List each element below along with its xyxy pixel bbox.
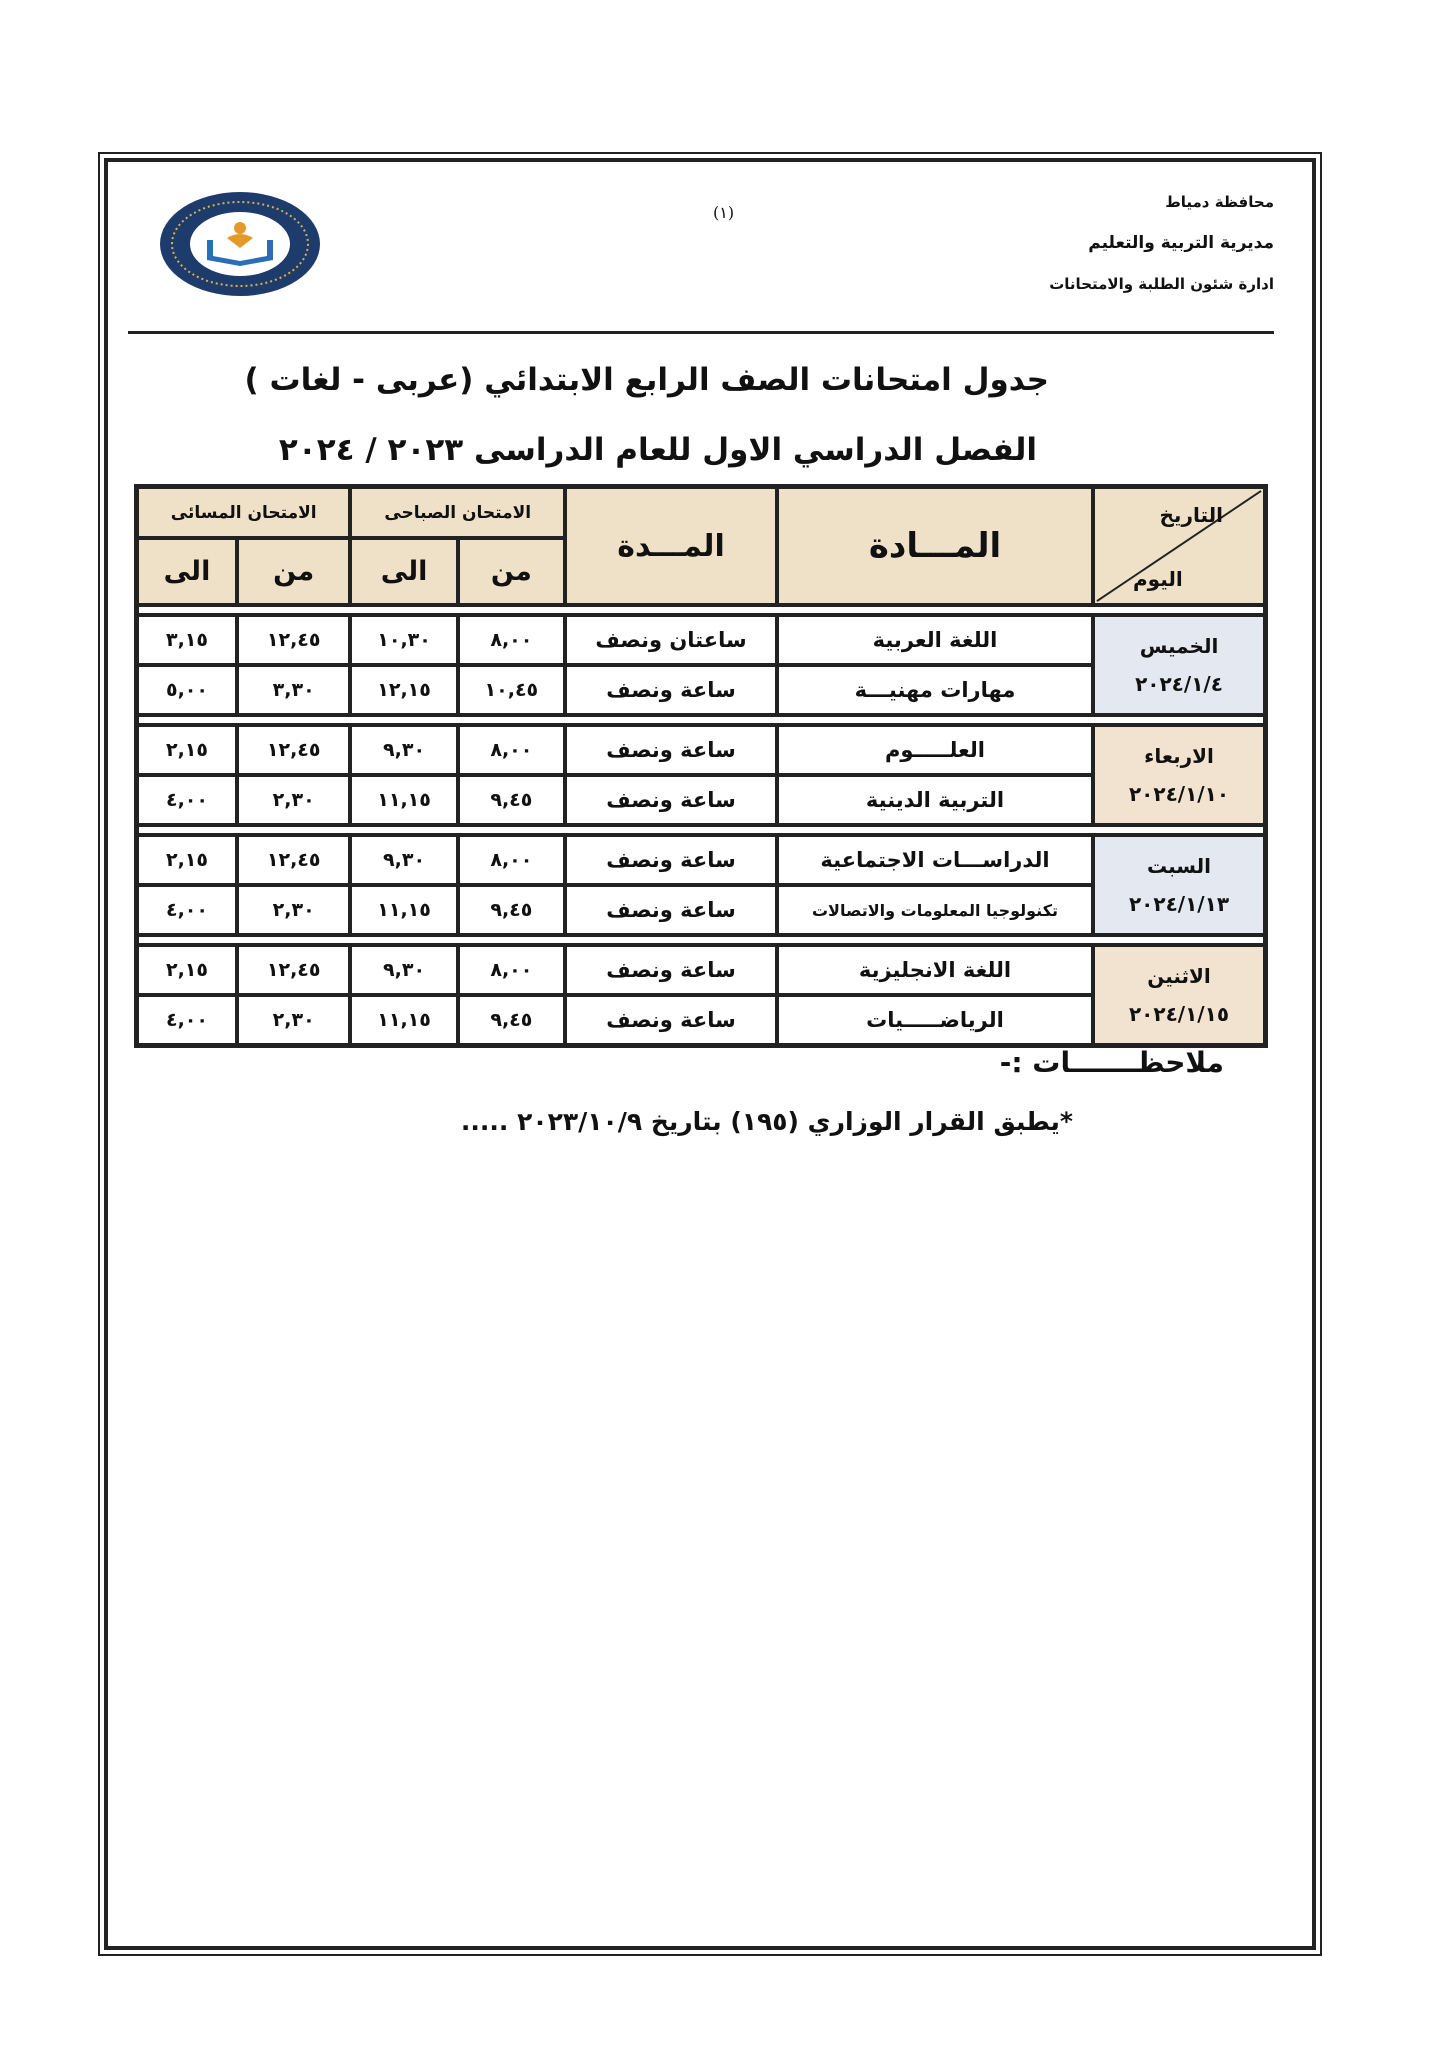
morning-to-cell: ١٢,١٥ <box>350 665 457 715</box>
notes-text: *يطبق القرار الوزاري (١٩٥) بتاريخ ٢٠٢٣/١٠/٩ ..... <box>460 1107 1073 1136</box>
duration-cell: ساعة ونصف <box>565 835 777 885</box>
letterhead <box>1049 193 1274 315</box>
evening-to-cell: ٥,٠٠ <box>137 665 237 715</box>
page-subtitle: الفصل الدراسي الاول للعام الدراسى ٢٠٢٣ / ٢٠٢٤ <box>278 432 1037 468</box>
day-cell <box>1093 615 1265 715</box>
header-evening-from: من <box>237 538 350 605</box>
governorate-label: محافظة دمياط <box>1165 193 1274 211</box>
morning-to-cell: ٩,٣٠ <box>350 835 457 885</box>
subject-cell: تكنولوجيا المعلومات والاتصالات <box>777 885 1093 935</box>
duration-cell: ساعة ونصف <box>565 775 777 825</box>
department-label: ادارة شئون الطلبة والامتحانات <box>1049 275 1274 293</box>
header-subject: المـــادة <box>777 487 1093 605</box>
subject-cell: الرياضـــــيات <box>777 995 1093 1045</box>
table-row <box>137 945 1265 995</box>
evening-to-cell: ٤,٠٠ <box>137 995 237 1045</box>
header-duration: المـــدة <box>565 487 777 605</box>
day-date: ٢٠٢٤/١/٤ <box>1135 672 1223 696</box>
table-row <box>137 835 1265 885</box>
evening-from-cell: ٢,٣٠ <box>237 885 350 935</box>
day-date: ٢٠٢٤/١/١٠ <box>1128 782 1230 806</box>
morning-from-cell: ٨,٠٠ <box>458 725 565 775</box>
morning-to-cell: ٩,٣٠ <box>350 945 457 995</box>
day-name: الاثنين <box>1147 964 1211 988</box>
exam-schedule-table <box>134 484 1268 1048</box>
day-cell <box>1093 945 1265 1045</box>
morning-to-cell: ١١,١٥ <box>350 885 457 935</box>
day-name: السبت <box>1146 854 1212 878</box>
notes-label: ملاحظـــــــات :- <box>999 1046 1224 1079</box>
duration-cell: ساعتان ونصف <box>565 615 777 665</box>
header-evening: الامتحان المسائى <box>137 487 350 538</box>
morning-from-cell: ٩,٤٥ <box>458 995 565 1045</box>
evening-to-cell: ٣,١٥ <box>137 615 237 665</box>
evening-to-cell: ٢,١٥ <box>137 835 237 885</box>
header-date: التاريخ <box>1159 503 1223 527</box>
duration-cell: ساعة ونصف <box>565 945 777 995</box>
morning-to-cell: ٩,٣٠ <box>350 725 457 775</box>
duration-cell: ساعة ونصف <box>565 725 777 775</box>
header-day: اليوم <box>1133 567 1183 591</box>
subject-cell: العلـــــوم <box>777 725 1093 775</box>
directorate-label: مديرية التربية والتعليم <box>1088 233 1274 253</box>
day-cell <box>1093 835 1265 935</box>
page-title: جدول امتحانات الصف الرابع الابتدائي (عربى - لغات ) <box>244 362 1049 398</box>
table-row <box>137 725 1265 775</box>
day-name: الاربعاء <box>1144 744 1214 768</box>
subject-cell: الدراســـات الاجتماعية <box>777 835 1093 885</box>
subject-cell: اللغة العربية <box>777 615 1093 665</box>
duration-cell: ساعة ونصف <box>565 665 777 715</box>
evening-to-cell: ٢,١٥ <box>137 945 237 995</box>
evening-from-cell: ١٢,٤٥ <box>237 725 350 775</box>
header-morning-to: الى <box>350 538 457 605</box>
morning-to-cell: ١٠,٣٠ <box>350 615 457 665</box>
evening-to-cell: ٢,١٥ <box>137 725 237 775</box>
evening-from-cell: ١٢,٤٥ <box>237 835 350 885</box>
day-name: الخميس <box>1139 634 1219 658</box>
header-evening-to: الى <box>137 538 237 605</box>
header-morning-from: من <box>458 538 565 605</box>
evening-to-cell: ٤,٠٠ <box>137 775 237 825</box>
evening-from-cell: ٢,٣٠ <box>237 995 350 1045</box>
duration-cell: ساعة ونصف <box>565 995 777 1045</box>
directorate-logo <box>157 190 323 298</box>
evening-from-cell: ١٢,٤٥ <box>237 615 350 665</box>
day-cell <box>1093 725 1265 825</box>
header-divider <box>128 331 1274 334</box>
evening-from-cell: ٢,٣٠ <box>237 775 350 825</box>
evening-to-cell: ٤,٠٠ <box>137 885 237 935</box>
day-date: ٢٠٢٤/١/١٥ <box>1128 1002 1230 1026</box>
page-number: (١) <box>713 203 735 222</box>
morning-to-cell: ١١,١٥ <box>350 995 457 1045</box>
morning-from-cell: ٨,٠٠ <box>458 945 565 995</box>
morning-from-cell: ٨,٠٠ <box>458 615 565 665</box>
header-date-day <box>1093 487 1265 605</box>
subject-cell: اللغة الانجليزية <box>777 945 1093 995</box>
evening-from-cell: ٣,٣٠ <box>237 665 350 715</box>
morning-to-cell: ١١,١٥ <box>350 775 457 825</box>
duration-cell: ساعة ونصف <box>565 885 777 935</box>
table-row <box>137 615 1265 665</box>
morning-from-cell: ٩,٤٥ <box>458 775 565 825</box>
subject-cell: مهارات مهنيـــة <box>777 665 1093 715</box>
subject-cell: التربية الدينية <box>777 775 1093 825</box>
header-morning: الامتحان الصباحى <box>350 487 565 538</box>
morning-from-cell: ١٠,٤٥ <box>458 665 565 715</box>
day-date: ٢٠٢٤/١/١٣ <box>1128 892 1230 916</box>
evening-from-cell: ١٢,٤٥ <box>237 945 350 995</box>
morning-from-cell: ٩,٤٥ <box>458 885 565 935</box>
morning-from-cell: ٨,٠٠ <box>458 835 565 885</box>
